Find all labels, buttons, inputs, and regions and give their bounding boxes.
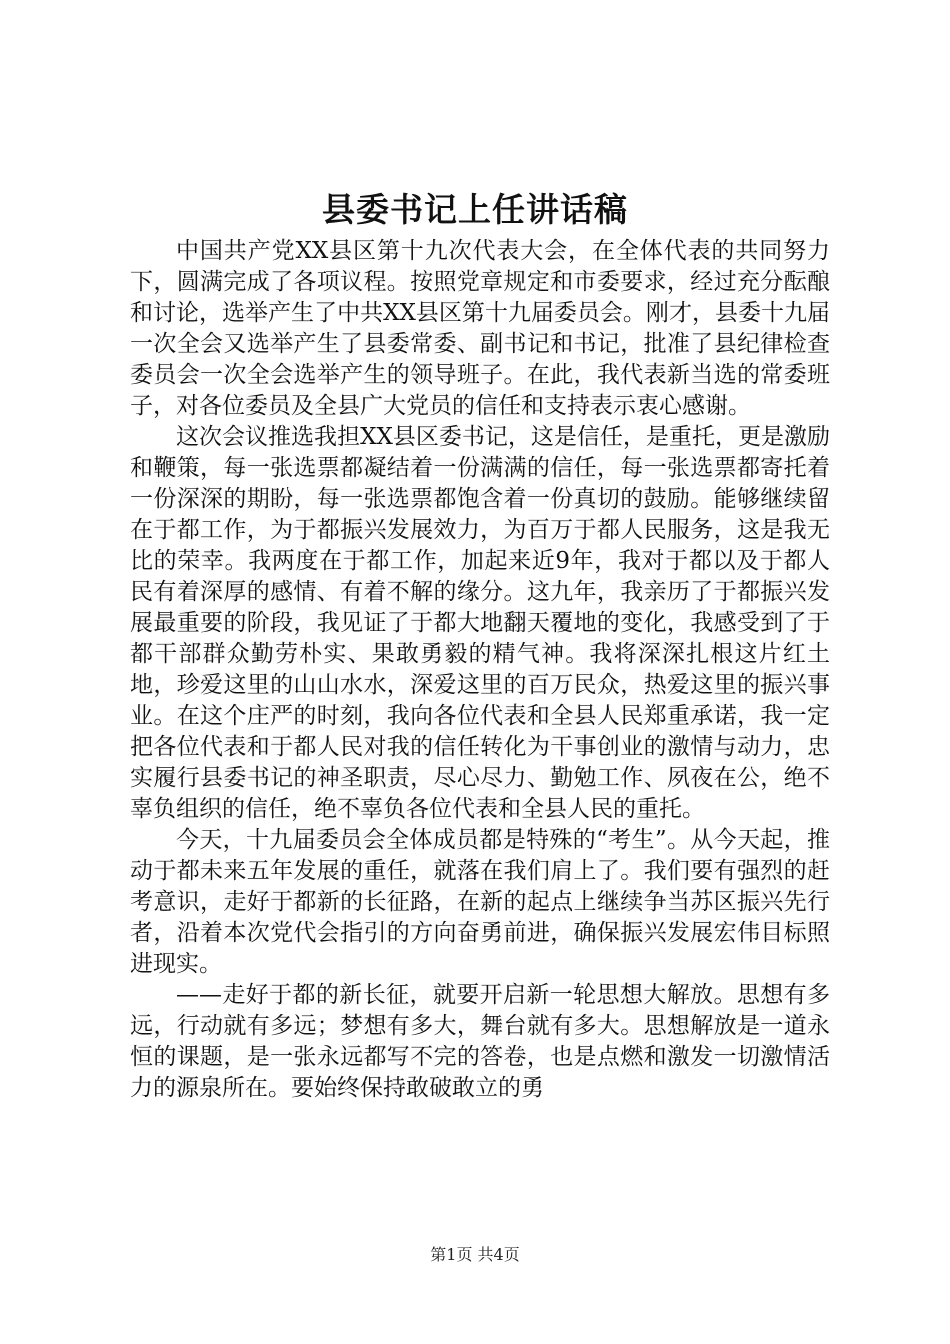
page-footer (0, 1244, 950, 1266)
paragraph: 中国共产党XX县区第十九次代表大会，在全体代表的共同努力下，圆满完成了各项议程。按照党章规定和市委要求，经过充分酝酿和讨论，选举产生了中共XX县区第十九届委员会。刚才，县委十九届一次全会又选举产生了县委常委、副书记和书记，批准了县纪律检查委员会一次全会选举产生的领导班子。在此，我代表新当选的常委班子，对各位委员及全县广大党员的信任和支持表示衷心感谢。 (130, 238, 830, 419)
paragraph: ——走好于都的新长征，就要开启新一轮思想大解放。思想有多远，行动就有多远；梦想有多大，舞台就有多大。思想解放是一道永恒的课题，是一张永远都写不完的答卷，也是点燃和激发一切激情活力的源泉所在。要始终保持敢破敢立的勇 (130, 982, 830, 1101)
paragraph: 这次会议推选我担XX县区委书记，这是信任，是重托，更是激励和鞭策，每一张选票都凝结着一份满满的信任，每一张选票都寄托着一份深深的期盼，每一张选票都饱含着一份真切的鼓励。能够继续留在于都工作，为于都振兴发展效力，为百万于都人民服务，这是我无比的荣幸。我两度在于都工作，加起来近9年，我对于都以及于都人民有着深厚的感情、有着不解的缘分。这九年，我亲历了于都振兴发展最重要的阶段，我见证了于都大地翻天覆地的变化，我感受到了于都干部群众勤劳朴实、果敢勇毅的精气神。我将深深扎根这片红土地，珍爱这里的山山水水，深爱这里的百万民众，热爱这里的振兴事业。在这个庄严的时刻，我向各位代表和全县人民郑重承诺，我一定把各位代表和于都人民对我的信任转化为干事创业的激情与动力，忠实履行县委书记的神圣职责，尽心尽力、勤勉工作、夙夜在公，绝不辜负组织的信任，绝不辜负各位代表和全县人民的重托。 (130, 424, 830, 822)
page-indicator: 第1页 共4页 (430, 1245, 520, 1264)
document-body (130, 236, 830, 1104)
paragraph: 今天，十九届委员会全体成员都是特殊的“考生”。从今天起，推动于都未来五年发展的重任，就落在我们肩上了。我们要有强烈的赶考意识，走好于都新的长征路，在新的起点上继续争当苏区振兴先行者，沿着本次党代会指引的方向奋勇前进，确保振兴发展宏伟目标照进现实。 (130, 827, 830, 977)
document-title: 县委书记上任讲话稿 (322, 190, 628, 229)
